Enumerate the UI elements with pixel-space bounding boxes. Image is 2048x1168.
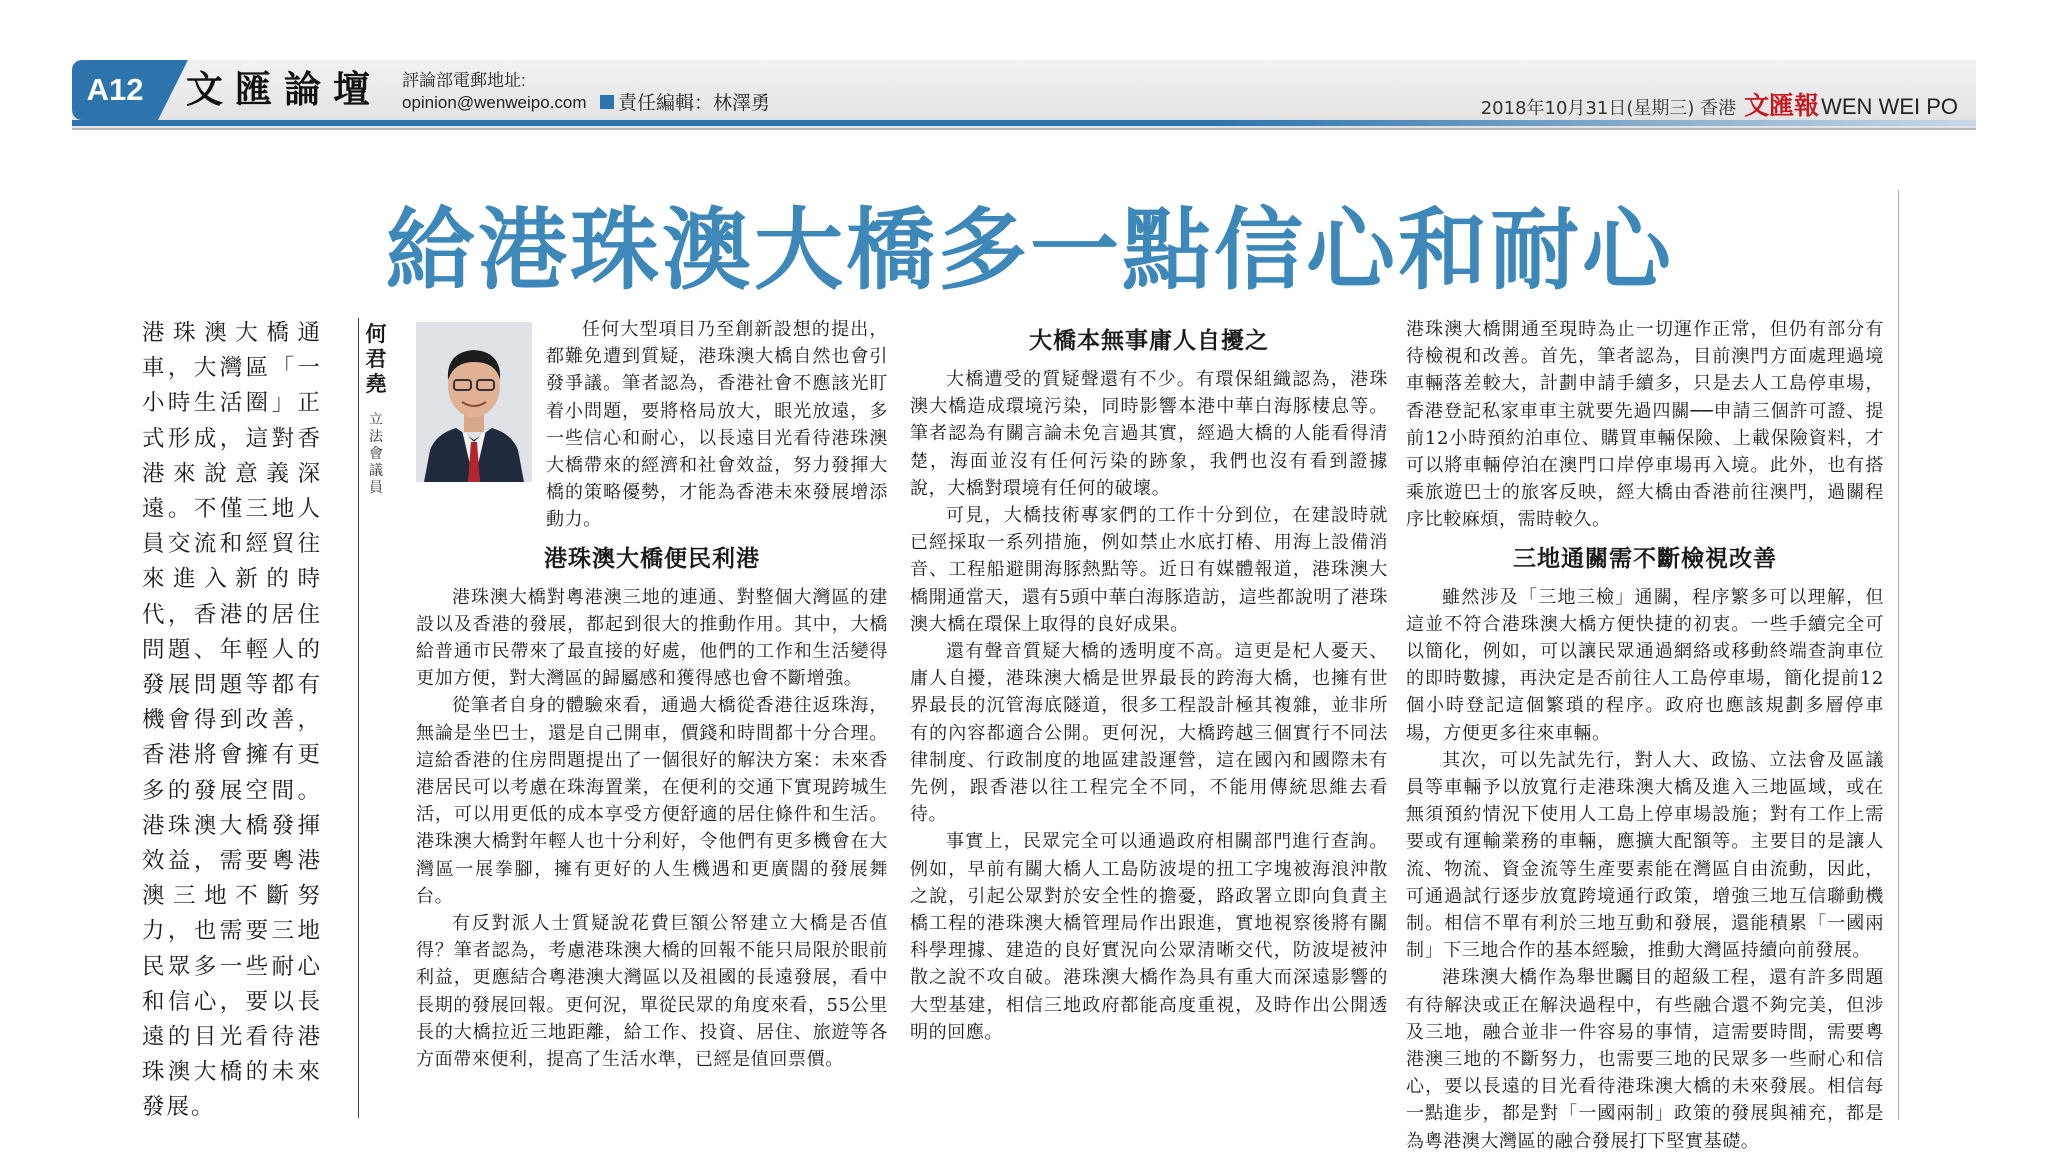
right-column-rule	[1898, 190, 1899, 1120]
paragraph-6: 可見，大橋技術專家們的工作十分到位，在建設時就已經採取一系列措施，例如禁止水底打樁、用海上設備消音、工程船避開海豚熱點等。近日有媒體報道，港珠澳大橋開通當天，還有5頭中華白海豚造訪，這些都說明了港珠澳大橋在環保上取得的良好成果。	[910, 505, 1388, 635]
author-title: 立法會議員	[369, 412, 383, 496]
paragraph-5: 大橋遭受的質疑聲還有不少。有環保組織認為，港珠澳大橋造成環境污染，同時影響本港中華白海豚棲息等。筆者認為有關言論未免言過其實，經過大橋的人能看得清楚，海面並沒有任何污染的跡象，我們也沒有看到證據說，大橋對環境有任何的破壞。	[910, 369, 1388, 499]
paragraph-8: 事實上，民眾完全可以通過政府相關部門進行查詢。例如，早前有關大橋人工島防波堤的扭工字塊被海浪沖散之說，引起公眾對於安全性的擔憂，路政署立即向負責主橋工程的港珠澳大橋管理局作出跟進，實地視察後將有關科學理據、建造的良好實況向公眾清晰交代，防波堤被沖散之說不攻自破。港珠澳大橋作為具有重大而深遠影響的大型基建，相信三地政府都能高度重視，及時作出公開透明的回應。	[910, 831, 1388, 1043]
article-column-3	[1406, 316, 1884, 1155]
section-title: 文匯論壇	[186, 68, 382, 111]
headline: 給港珠澳大橋多一點信心和耐心	[386, 197, 1674, 302]
lead-text: 港珠澳大橋通車，大灣區「一小時生活圈」正式形成，這對香港來說意義深遠。不僅三地人員交流和經貿往來進入新的時代，香港的居住問題、年輕人的發展問題等都有機會得到改善，香港將會擁有更多的發展空間。港珠澳大橋發揮效益，需要粵港澳三地不斷努力，也需要三地民眾多一些耐心和信心，要以長遠的目光看待港珠澳大橋的未來發展。	[142, 320, 322, 1121]
email-address: opinion@wenweipo.com	[402, 93, 587, 112]
author-name: 何君堯	[365, 322, 387, 396]
square-bullet-icon	[600, 95, 614, 109]
contact-block	[402, 70, 587, 114]
paragraph-1: 任何大型項目乃至創新設想的提出，都難免遭到質疑，港珠澳大橋自然也會引發爭議。筆者認為，香港社會不應該光盯着小問題，要將格局放大，眼光放遠，多一些信心和耐心，以長遠目光看待港珠澳大橋帶來的經濟和社會效益，努力發揮大橋的策略優勢，才能為香港未來發展增添動力。	[546, 319, 888, 531]
article-column-1	[416, 316, 888, 1073]
editor-credit	[600, 88, 770, 115]
column-divider	[358, 318, 359, 1118]
email-label: 評論部電郵地址:	[402, 71, 526, 90]
paragraph-10: 雖然涉及「三地三檢」通關，程序繁多可以理解，但這並不符合港珠澳大橋方便快捷的初衷。一些手續完全可以簡化，例如，可以讓民眾通過網絡或移動終端查詢車位的即時數據，再決定是否前往人工島停車場，簡化提前12個小時登記這個繁瑣的程序。政府也應該規劃多層停車場，方便更多往來車輛。	[1406, 586, 1884, 744]
subheading-1: 港珠澳大橋便民利港	[544, 545, 760, 572]
page-number-tab: A12	[72, 60, 158, 120]
paragraph-9: 港珠澳大橋開通至現時為止一切運作正常，但仍有部分有待檢視和改善。首先，筆者認為，目前澳門方面處理過境車輛落差較大，計劃申請手續多，只是去人工島停車場，香港登記私家車車主就要先過四關──申請三個許可證、提前12小時預約泊車位、購買車輛保險、上載保險資料，才可以將車輛停泊在澳門口岸停車場再入境。此外，也有搭乘旅遊巴士的旅客反映，經大橋由香港前往澳門，過關程序比較麻煩，需時較久。	[1406, 319, 1884, 531]
subheading-2: 大橋本無事庸人自擾之	[1029, 328, 1269, 354]
dateline	[1481, 86, 1958, 122]
paragraph-11: 其次，可以先試先行，對人大、政協、立法會及區議員等車輛予以放寬行走港珠澳大橋及進入三地區域，或在無須預約情況下使用人工島上停車場設施；對有工作上需要或有運輸業務的車輛，應擴大配額等。主要目的是讓人流、物流、資金流等生產要素能在灣區自由流動，因此，可通過試行逐步放寬跨境通行政策，增強三地互信聯動機制。相信不單有利於三地互動和發展，還能積累「一國兩制」下三地合作的基本經驗，推動大灣區持續向前發展。	[1406, 749, 1884, 962]
article-column-2	[910, 316, 1388, 1046]
paragraph-2: 港珠澳大橋對粵港澳三地的連通、對整個大灣區的建設以及香港的發展，都起到很大的推動作用。其中，大橋給普通市民帶來了最直接的好處，他們的工作和生活變得更加方便，對大灣區的歸屬感和獲得感也會不斷增強。	[416, 586, 888, 690]
page-tab-wedge	[158, 60, 188, 120]
subheading-3: 三地通關需不斷檢視改善	[1513, 545, 1777, 572]
lead-column	[142, 316, 322, 1126]
newspaper-name-en: WEN WEI PO	[1821, 94, 1958, 119]
paragraph-7: 還有聲音質疑大橋的透明度不高。這更是杞人憂天、庸人自擾，港珠澳大橋是世界最長的跨海大橋，也擁有世界最長的沉管海底隧道，很多工程設計極其複雜，並非所有的內容都適合公開。更何況，大橋跨越三個實行不同法律制度、行政制度的地區建設運營，這在國內和國際未有先例，跟香港以往工程完全不同，不能用傳統思維去看待。	[910, 641, 1388, 826]
paragraph-4: 有反對派人士質疑說花費巨額公帑建立大橋是否值得？筆者認為，考慮港珠澳大橋的回報不能只局限於眼前利益，更應結合粵港澳大灣區以及祖國的長遠發展，看中長期的發展回報。更何況，單從民眾的角度來看，55公里長的大橋拉近三地距離，給工作、投資、居住、旅遊等各方面帶來便利，提高了生活水準，已經是值回票價。	[416, 913, 888, 1071]
paragraph-12: 港珠澳大橋作為舉世矚目的超級工程，還有許多問題有待解決或正在解決過程中，有些融合還不夠完美，但涉及三地，融合並非一件容易的事情，這需要時間，需要粵港澳三地的不斷努力，也需要三地的民眾多一些耐心和信心，要以長遠的目光看待港珠澳大橋的未來發展。相信每一點進步，都是對「一國兩制」政策的發展與補充，都是為粵港澳大灣區的融合發展打下堅實基礎。	[1406, 967, 1884, 1152]
newspaper-logo: 文匯報	[1744, 91, 1820, 120]
issue-date: 2018年10月31日(星期三) 香港	[1480, 98, 1737, 119]
editor-name: 責任編輯：林澤勇	[618, 92, 771, 114]
paragraph-3: 從筆者自身的體驗來看，通過大橋從香港往返珠海，無論是坐巴士，還是自己開車，價錢和時間都十分合理。這給香港的住房問題提出了一個很好的解決方案：未來香港居民可以考慮在珠海置業，在便利的交通下實現跨城生活，可以用更低的成本享受方便舒適的居住條件和生活。港珠澳大橋對年輕人也十分利好，令他們有更多機會在大灣區一展拳腳，擁有更好的人生機遇和更廣闊的發展舞台。	[416, 695, 888, 907]
